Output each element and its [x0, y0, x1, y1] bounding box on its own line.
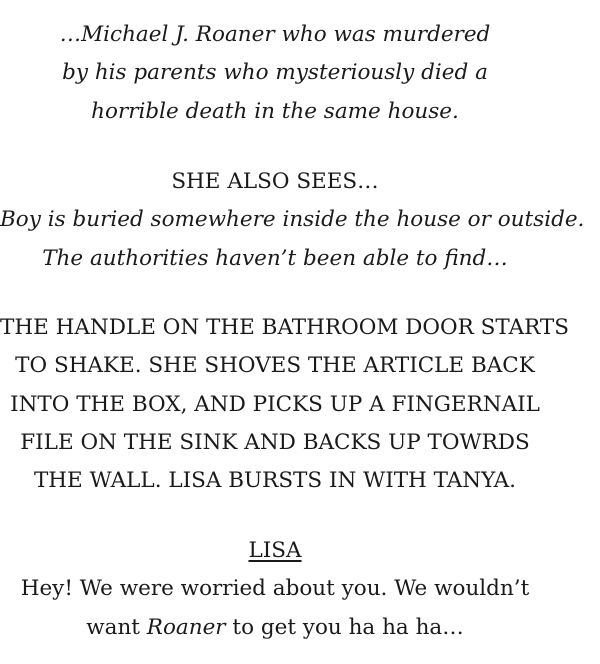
excerpt-line: horrible death in the same house.	[91, 98, 459, 124]
action-line: THE HANDLE ON THE BATHROOM DOOR STARTS	[0, 315, 569, 340]
dialogue-line: Hey! We were worried about you. We wouldn’t	[20, 576, 530, 602]
sees-line: The authorities haven’t been able to find…	[42, 245, 508, 271]
dialogue-block	[0, 532, 550, 647]
character-name: LISA	[248, 538, 302, 563]
action-line: TO SHAKE. SHE SHOVES THE ARTICLE BACK	[15, 353, 535, 379]
dialogue-line-2	[0, 609, 550, 647]
excerpt-line: …Michael J. Roaner who was murdered	[59, 22, 491, 47]
sees-line: Boy is buried somewhere inside the house or outside.	[0, 207, 585, 233]
she-also-sees-block	[0, 163, 585, 278]
action-block	[0, 309, 569, 500]
article-excerpt	[0, 16, 550, 131]
action-line: INTO THE BOX, AND PICKS UP A FINGERNAIL	[10, 391, 540, 417]
dialogue-text: want	[86, 614, 147, 640]
excerpt-line: by his parents who mysteriously died a	[62, 60, 488, 86]
dialogue-emphasis: Roaner	[146, 614, 226, 640]
dialogue-text: to get you ha ha ha…	[225, 614, 464, 640]
action-line: FILE ON THE SINK AND BACKS UP TOWRDS	[20, 429, 530, 455]
action-line: THE WALL. LISA BURSTS IN WITH TANYA.	[33, 468, 517, 494]
sees-heading: SHE ALSO SEES…	[171, 169, 379, 194]
